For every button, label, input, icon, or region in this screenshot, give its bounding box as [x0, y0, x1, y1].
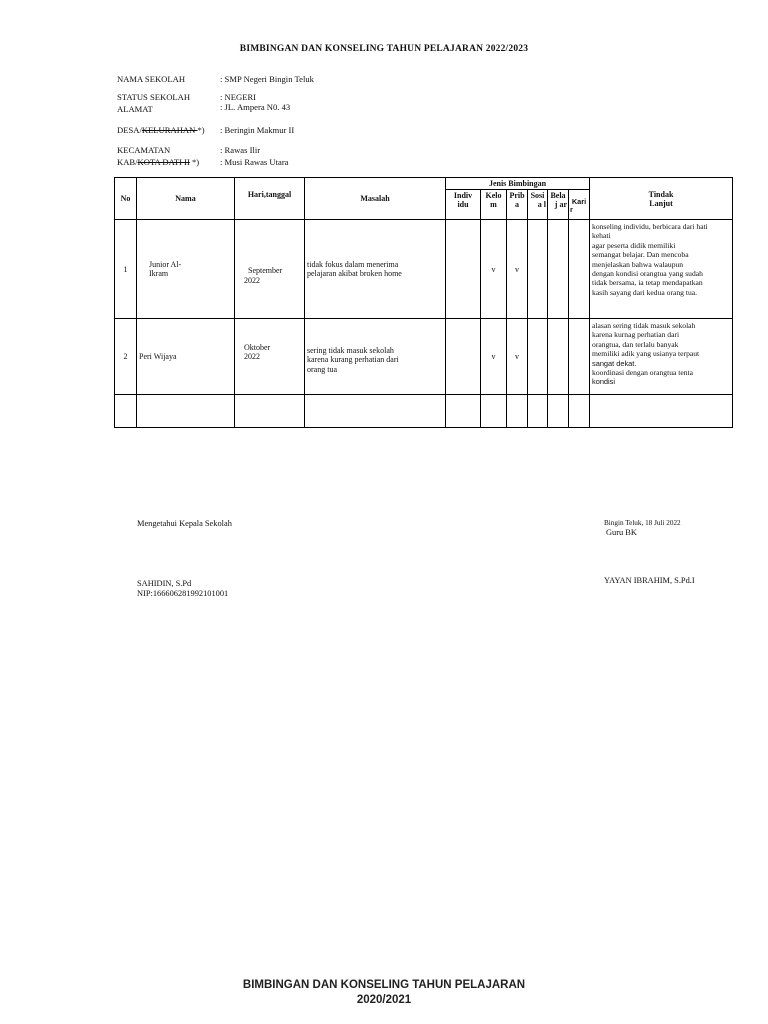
- cell-tindak-lanjut: konseling individu, berbicara dari hati kehati agar peserta didik memiliki semangat belajar. Dan mencoba menjelaskan bahwa walaupun dengan kondisi orangtua yang sudah tidak bersama, ia tetap mendapatkan kasih sayang dari kedua orang tua.: [590, 220, 733, 319]
- village-value: : Beringin Makmur II: [220, 125, 295, 135]
- header-masalah: Masalah: [305, 178, 446, 220]
- next-page-title: BIMBINGAN DAN KONSELING TAHUN PELAJARAN 2020/2021: [242, 979, 526, 1006]
- header-no: No: [115, 178, 137, 220]
- table-row-empty: [115, 395, 733, 428]
- header-jenis-bimbingan: Jenis Bimbingan: [446, 178, 590, 190]
- cell-tindak-lanjut: alasan sering tidak masuk sekolah karena kurnag perhatian dari orangtua, dan terlalu banyak memiliki adik yang usianya terpaut sangat dekat. koordinasi dengan orangtua tenta kondisi: [590, 319, 733, 395]
- cell-mark-kelompok: v: [481, 220, 507, 319]
- cell-masalah: tidak fokus dalam menerima pelajaran akibat broken home: [305, 220, 446, 319]
- cell-mark-pribadi: v: [507, 319, 528, 395]
- cell-mark-individu: [446, 220, 481, 319]
- cell-mark-sosial: [528, 319, 548, 395]
- cell-masalah: sering tidak masuk sekolah karena kurang perhatian dari orang tua: [305, 319, 446, 395]
- school-name-value: : SMP Negeri Bingin Teluk: [220, 74, 314, 84]
- district-label: KECAMATAN: [117, 145, 171, 155]
- header-pribadi: Prib a: [507, 190, 528, 220]
- table-row: [115, 220, 733, 319]
- district-value: : Rawas Ilir: [220, 145, 261, 155]
- cell-hari: September 2022: [235, 220, 305, 319]
- header-individu: Indiv idu: [446, 190, 481, 220]
- table-header-row: [115, 178, 733, 190]
- school-name-label: NAMA SEKOLAH: [117, 74, 186, 84]
- regency-label: KAB/KOTA DATI II *): [117, 157, 200, 167]
- cell-nama: Peri Wijaya: [137, 319, 235, 395]
- cell-mark-belajar: [548, 220, 569, 319]
- header-karir: Kari r: [569, 190, 590, 220]
- header-tindak-lanjut: Tindak Lanjut: [590, 178, 733, 220]
- school-status-value: : NEGERI: [220, 92, 257, 102]
- school-address-label: ALAMAT: [117, 104, 153, 114]
- cell-mark-individu: [446, 319, 481, 395]
- header-kelompok: Kelo m: [481, 190, 507, 220]
- counselor-role: Guru BK: [606, 528, 637, 537]
- principal-name: SAHIDIN, S.Pd: [137, 579, 192, 588]
- header-hari: Hari,tanggal: [235, 178, 305, 220]
- cell-mark-belajar: [548, 319, 569, 395]
- cell-hari: Oktober 2022: [235, 319, 305, 395]
- cell-no: 2: [115, 319, 137, 395]
- principal-nip: NIP:166606281992101001: [137, 589, 229, 598]
- table-row: [115, 319, 733, 395]
- principal-acknowledgement: Mengetahui Kepala Sekolah: [137, 519, 232, 528]
- cell-mark-karir: [569, 319, 590, 395]
- cell-no: 1: [115, 220, 137, 319]
- school-status-label: STATUS SEKOLAH: [117, 92, 191, 102]
- header-nama: Nama: [137, 178, 235, 220]
- cell-mark-sosial: [528, 220, 548, 319]
- regency-value: : Musi Rawas Utara: [220, 157, 289, 167]
- place-date: Bingin Teluk, 18 Juli 2022: [604, 519, 681, 527]
- header-sosial: Sosi a l: [528, 190, 548, 220]
- cell-nama: Junior Al- Ikram: [137, 220, 235, 319]
- document-title: BIMBINGAN DAN KONSELING TAHUN PELAJARAN 2022/2023: [239, 44, 529, 54]
- village-label: DESA/KELURAHAN *): [117, 125, 205, 135]
- cell-mark-pribadi: v: [507, 220, 528, 319]
- header-belajar: Bela j ar: [548, 190, 569, 220]
- counselor-name: YAYAN IBRAHIM, S.Pd.I: [604, 576, 695, 585]
- cell-mark-karir: [569, 220, 590, 319]
- school-address-value: : JL. Ampera N0. 43: [220, 102, 291, 112]
- counseling-table: [114, 177, 733, 428]
- cell-mark-kelompok: v: [481, 319, 507, 395]
